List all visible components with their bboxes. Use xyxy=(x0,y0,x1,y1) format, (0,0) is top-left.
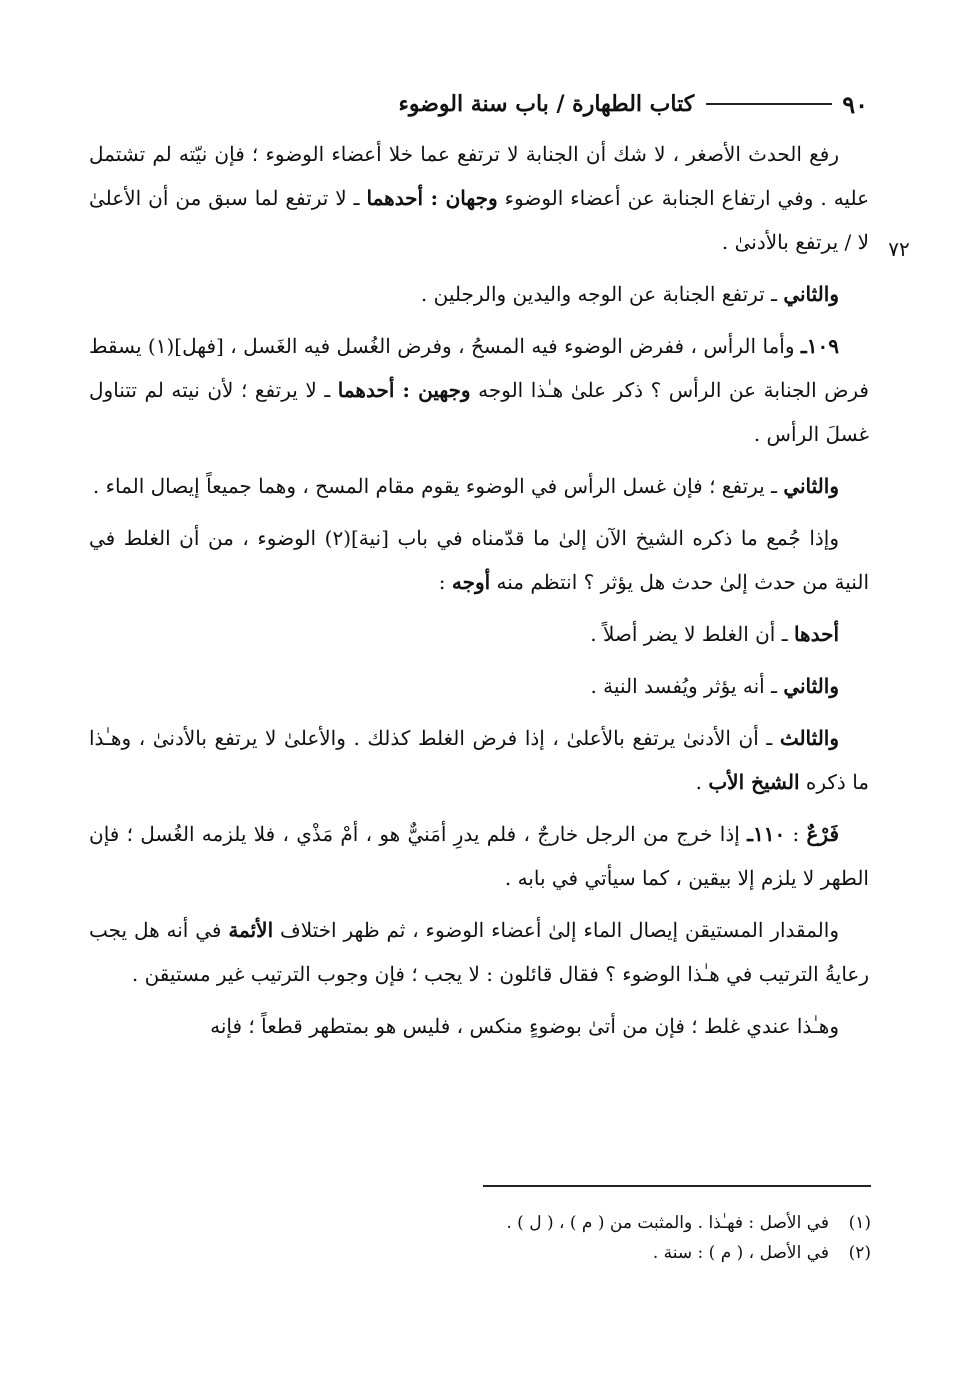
paragraph-text: : xyxy=(438,570,452,594)
footnote-text: في الأصل ، ( م ) : سنة . xyxy=(652,1243,829,1263)
bold-term: والثاني xyxy=(783,474,839,498)
paragraph-text: وهـٰذا عندي غلط ؛ فإن من أتىٰ بوضوءٍ منكس ، فليس هو بمتطهر قطعاً ؛ فإنه xyxy=(210,1014,839,1038)
running-title: كتاب الطهارة / باب سنة الوضوء xyxy=(398,91,695,117)
paragraph-text: ـ لا يرتفع ؛ لأن نيته لم تتناول غسلَ الرأس . xyxy=(89,378,869,446)
footnote-rule xyxy=(483,1185,871,1187)
paragraph xyxy=(89,812,869,900)
paragraph xyxy=(89,132,869,264)
header-rule xyxy=(706,103,832,105)
section-number: ١٠٩ـ xyxy=(800,334,839,358)
bold-term: والثالث xyxy=(779,726,839,750)
paragraph-text: ـ يرتفع ؛ فإن غسل الرأس في الوضوء يقوم مقام المسح ، وهما جميعاً إيصال الماء . xyxy=(92,474,784,498)
paragraph xyxy=(89,464,869,508)
footnotes xyxy=(91,1208,871,1268)
bold-term: وجهين : أحدهما xyxy=(337,378,471,402)
paragraph-text: والمقدار المستيقن إيصال الماء إلىٰ أعضاء الوضوء ، ثم ظهر اختلاف xyxy=(273,918,839,942)
footnote xyxy=(91,1208,871,1238)
paragraph-text: إذا خرج من الرجل خارجٌ ، فلم يدرِ أمَنيٌّ هو ، أمْ مَذْي ، فلا يلزمه الغُسل ؛ فإن الطهر لا يلزم إلا بيقين ، كما سيأتي في بابه . xyxy=(89,822,869,890)
paragraph xyxy=(89,1004,869,1048)
paragraph xyxy=(89,272,869,316)
paragraph-text: . xyxy=(695,770,709,794)
bold-term: الأئمة xyxy=(228,918,274,942)
bold-term: فَرْعٌ xyxy=(806,822,840,846)
bold-term: والثاني xyxy=(783,282,839,306)
paragraph xyxy=(89,324,869,456)
section-number: ١١٠ـ xyxy=(747,822,786,846)
bold-term: والثاني xyxy=(783,674,839,698)
main-text xyxy=(89,132,869,1056)
page-header xyxy=(88,86,868,122)
bold-term: أوجه xyxy=(451,570,491,594)
paragraph xyxy=(89,516,869,604)
paragraph-text: ـ أنه يؤثر ويُفسد النية . xyxy=(590,674,784,698)
bold-term: الشيخ الأب xyxy=(708,770,800,794)
paragraph-text: في أنه هل يجب رعايةُ الترتيب في هـٰذا الوضوء ؟ فقال قائلون : لا يجب ؛ فإن وجوب الترتيب غير مستيقن . xyxy=(89,918,869,986)
paragraph xyxy=(89,716,869,804)
paragraph-text: ـ أن الأدنىٰ يرتفع بالأعلىٰ ، إذا فرض الغلط كذلك . والأعلىٰ لا يرتفع بالأدنىٰ ، وهـٰذا ما ذكره xyxy=(89,726,869,794)
bold-term: وجهان : أحدهما xyxy=(366,186,498,210)
paragraph-text: ـ ترتفع الجنابة عن الوجه واليدين والرجلين . xyxy=(420,282,784,306)
paragraph xyxy=(89,908,869,996)
paragraph xyxy=(89,612,869,656)
paragraph xyxy=(89,664,869,708)
paragraph-text: ـ أن الغلط لا يضر أصلاً . xyxy=(590,622,794,646)
footnote-number: (١) xyxy=(848,1213,871,1233)
paragraph-text: : xyxy=(785,822,807,846)
bold-term: أحدها xyxy=(793,622,839,646)
footnote xyxy=(91,1238,871,1268)
margin-page-reference: ٧٢ xyxy=(888,237,910,261)
footnote-text: في الأصل : فهـٰذا . والمثبت من ( م ) ، ( ل ) . xyxy=(506,1213,829,1233)
paragraph-text: ـ لا ترتفع لما سبق من أن الأعلىٰ لا / يرتفع بالأدنىٰ . xyxy=(89,186,869,254)
paragraph-text: وأما الرأس ، ففرض الوضوء فيه المسحُ ، وفرض الغُسل فيه الغَسل ، [فهل](١) يسقط فرض الجنابة عن الرأس ؟ ذكر علىٰ هـٰذا الوجه xyxy=(89,334,869,402)
paragraph-text: رفع الحدث الأصغر ، لا شك أن الجنابة لا ترتفع عما خلا أعضاء الوضوء ؛ فإن نيّته لم تشتمل عليه . وفي ارتفاع الجنابة عن أعضاء الوضوء xyxy=(89,142,870,210)
footnote-number: (٢) xyxy=(848,1243,871,1263)
paragraph-text: وإذا جُمع ما ذكره الشيخ الآن إلىٰ ما قدّمناه في باب [نية](٢) الوضوء ، من أن الغلط في النية من حدث إلىٰ حدث هل يؤثر ؟ انتظم منه xyxy=(89,526,869,594)
page-number: ٩٠ xyxy=(842,89,868,119)
